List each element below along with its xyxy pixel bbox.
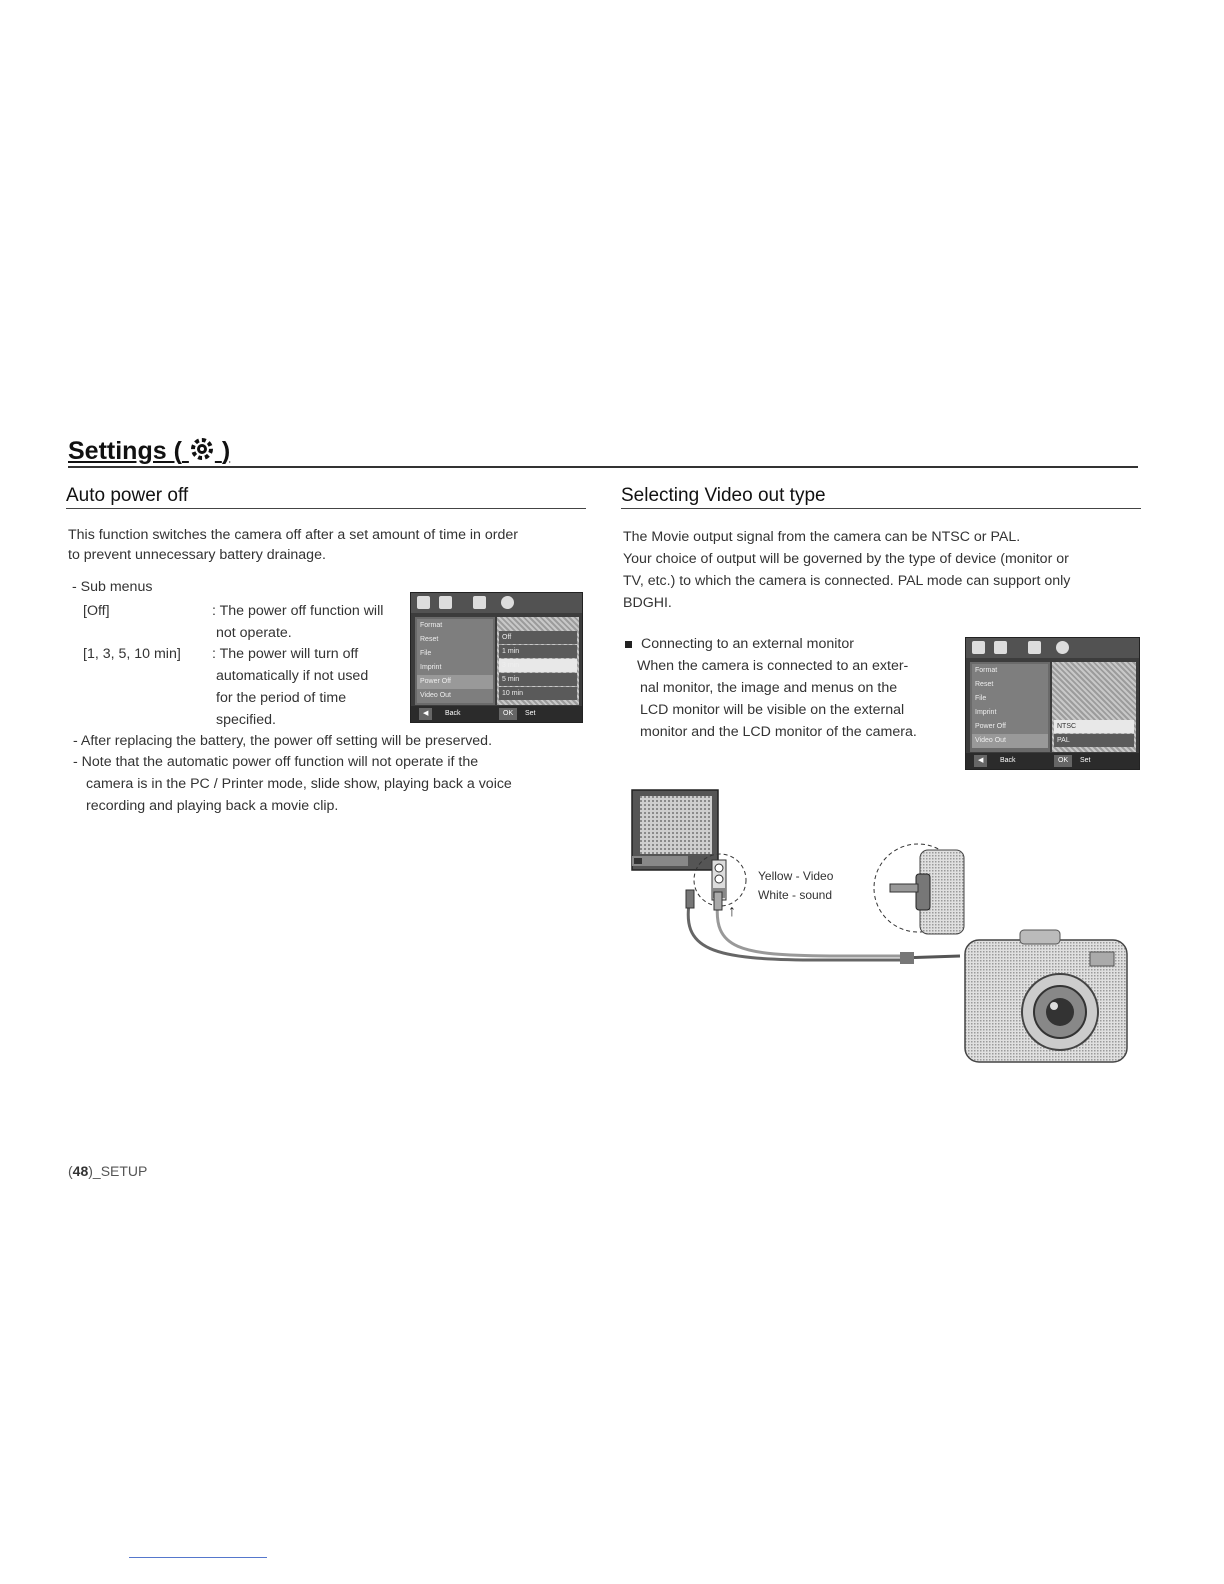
option-min-desc-4: specified.: [216, 712, 276, 728]
tv-monitor-icon: [632, 790, 718, 870]
page-number-bracket-open: (: [68, 1163, 73, 1179]
lcd-tabbar: [411, 593, 582, 613]
lcd-menu-item-selected: Power Off: [417, 675, 493, 689]
video-intro-2: Your choice of output will be governed by the type of device (monitor or: [623, 551, 1069, 567]
lcd-back-arrow-icon: ◀: [974, 755, 987, 767]
option-min-desc-2: automatically if not used: [216, 668, 369, 684]
lcd-screen-auto-power: [410, 592, 583, 723]
option-min-desc-1: : The power will turn off: [212, 646, 359, 662]
gear-icon: [189, 436, 215, 469]
camera-icon: [972, 641, 985, 654]
lcd-menu-item-selected: Video Out: [972, 734, 1048, 748]
digital-camera-icon: [965, 930, 1127, 1062]
video-intro-1: The Movie output signal from the camera can be NTSC or PAL.: [623, 529, 1021, 545]
lcd-menu-item: Imprint: [972, 706, 1048, 720]
connect-text-2: nal monitor, the image and menus on the: [640, 680, 898, 696]
page-number-bracket-close: ): [88, 1163, 93, 1179]
video-out-heading: Selecting Video out type: [621, 485, 826, 506]
option-off-key: [Off]: [83, 603, 110, 619]
auto-power-heading: Auto power off: [66, 485, 189, 506]
cable-label-white: White - sound: [758, 888, 833, 902]
connection-illustration: [620, 780, 1140, 1070]
lcd-menu-item: Format: [417, 619, 493, 633]
cable-ferrite-icon: [900, 952, 914, 964]
lcd-menu-item: File: [972, 692, 1048, 706]
lcd-back-label: Back: [445, 710, 461, 717]
page-footer: [68, 1163, 147, 1179]
option-min-key: [1, 3, 5, 10 min]: [83, 646, 181, 662]
display-icon: [1028, 641, 1041, 654]
bullet-square-icon: [625, 641, 632, 648]
lcd-menu-item: Video Out: [417, 689, 493, 703]
auto-power-intro-1: This function switches the camera off after a set amount of time in order: [68, 527, 519, 543]
title-text: Settings (: [68, 437, 182, 466]
option-off-desc-2: not operate.: [216, 625, 292, 641]
lcd-menu-item: Reset: [417, 633, 493, 647]
lcd-menu-item: Imprint: [417, 661, 493, 675]
lcd-submenu-item: PAL: [1054, 734, 1134, 747]
lcd-menu-column: [970, 662, 1050, 752]
lcd-bottom-bar: [966, 753, 1139, 769]
page-title: [68, 436, 230, 469]
sound-icon: [439, 596, 452, 609]
lcd-tabbar: [966, 638, 1139, 658]
connect-text-1: When the camera is connected to an exter-: [637, 658, 909, 674]
title-text-end: ): [221, 437, 231, 466]
video-intro-4: BDGHI.: [623, 595, 672, 611]
lcd-submenu-item: Off: [499, 631, 577, 644]
auto-power-intro-2: to prevent unnecessary battery drainage.: [68, 547, 326, 563]
auto-power-rule: [66, 508, 586, 509]
connect-bullet: Connecting to an external monitor: [641, 636, 854, 652]
lcd-submenu-item-highlighted: NTSC: [1054, 720, 1134, 733]
cable-label-yellow: Yellow - Video: [758, 869, 834, 883]
lcd-set-label: Set: [525, 710, 536, 717]
rca-plug-white-icon: [714, 892, 722, 910]
bottom-link-rule: [129, 1557, 267, 1558]
note-4: recording and playing back a movie clip.: [86, 798, 339, 814]
page-number: 48: [72, 1163, 89, 1179]
lcd-ok-label: OK: [1054, 755, 1072, 767]
section-label: _SETUP: [92, 1163, 148, 1179]
lcd-menu-item: File: [417, 647, 493, 661]
option-min-desc-3: for the period of time: [216, 690, 347, 706]
lcd-ok-label: OK: [499, 708, 517, 720]
lcd-submenu-item: 10 min: [499, 687, 577, 700]
connect-text-4: monitor and the LCD monitor of the camera.: [640, 724, 917, 740]
setup-gear-icon: [501, 596, 514, 609]
title-rule: [68, 466, 1138, 468]
setup-gear-icon: [1056, 641, 1069, 654]
lcd-submenu-column: [497, 617, 579, 705]
note-3: camera is in the PC / Printer mode, slide show, playing back a voice: [86, 776, 512, 792]
sound-icon: [994, 641, 1007, 654]
lcd-submenu-item-highlighted: 3 min: [499, 659, 577, 672]
note-2: - Note that the automatic power off function will not operate if the: [73, 754, 479, 770]
lcd-back-arrow-icon: ◀: [419, 708, 432, 720]
rca-plug-yellow-icon: [686, 890, 694, 908]
lcd-menu-item: Format: [972, 664, 1048, 678]
arrow-up-icon: ↑: [728, 903, 736, 920]
sub-menus-label: - Sub menus: [72, 579, 153, 595]
video-out-rule: [621, 508, 1141, 509]
lcd-menu-column: [415, 617, 495, 705]
white-cable-icon: [717, 900, 900, 956]
display-icon: [473, 596, 486, 609]
lcd-bottom-bar: [411, 706, 582, 722]
lcd-menu-item: Power Off: [972, 720, 1048, 734]
lcd-screen-video-out: [965, 637, 1140, 770]
camera-icon: [417, 596, 430, 609]
option-off-desc-1: : The power off function will: [212, 603, 384, 619]
lcd-back-label: Back: [1000, 757, 1016, 764]
note-1: - After replacing the battery, the power off setting will be preserved.: [73, 733, 493, 749]
lcd-submenu-column: [1052, 662, 1136, 752]
lcd-menu-item: Reset: [972, 678, 1048, 692]
lcd-submenu-item: 1 min: [499, 645, 577, 658]
video-intro-3: TV, etc.) to which the camera is connected. PAL mode can support only: [623, 573, 1071, 589]
lcd-submenu-item: 5 min: [499, 673, 577, 686]
connect-text-3: LCD monitor will be visible on the external: [640, 702, 905, 718]
lcd-set-label: Set: [1080, 757, 1091, 764]
